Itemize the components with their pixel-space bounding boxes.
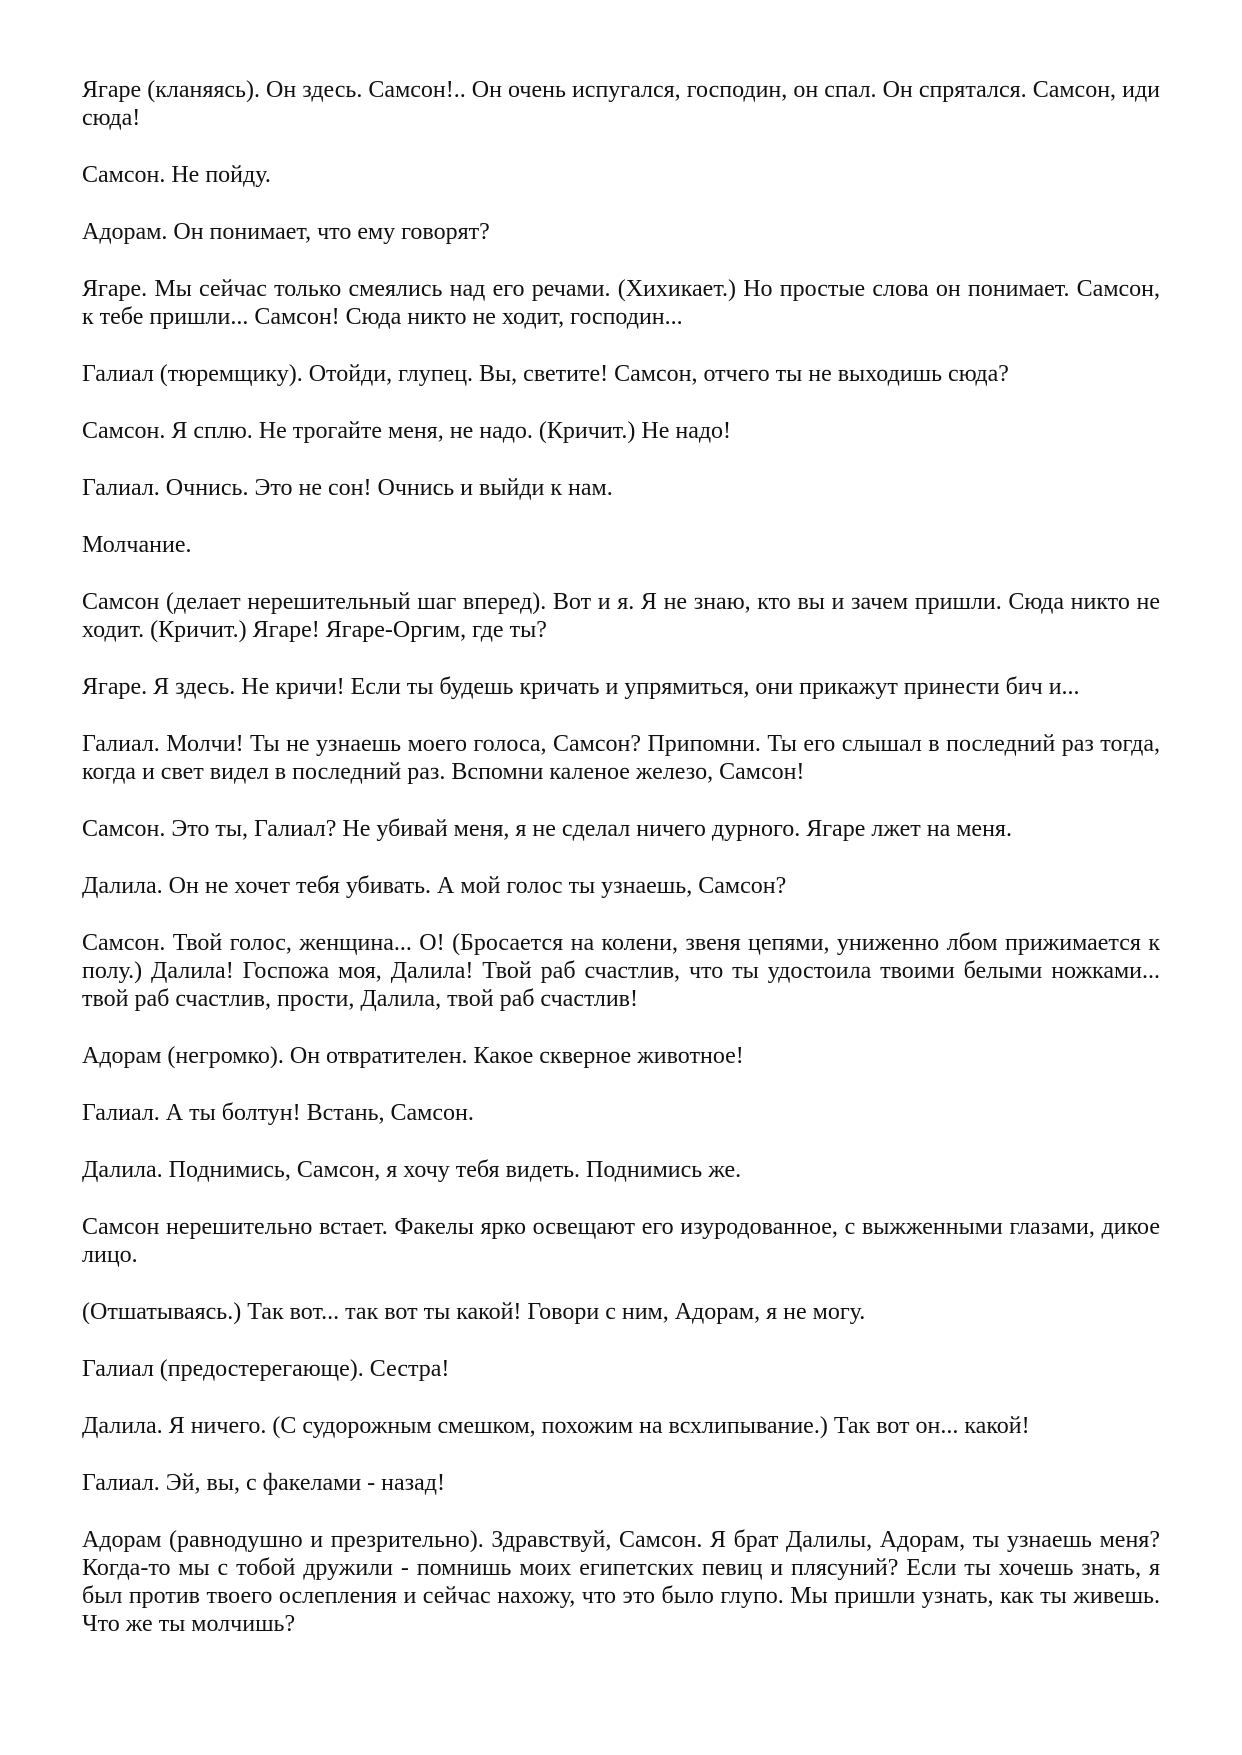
paragraph-galial-stand: Галиал. А ты болтун! Встань, Самсон. (82, 1100, 474, 1126)
paragraph-galial-voice: Галиал. Молчи! Ты не узнаешь моего голоса, Самсон? Припомни. Ты его слышал в последний раз тогда, когда и свет видел в последний раз. Вспомни каленое железо, Самсон! (82, 731, 1160, 785)
paragraph-samson-steps: Самсон (делает нерешительный шаг вперед). Вот и я. Я не знаю, кто вы и зачем пришли. Сюда никто не ходит. (Кричит.) Ягаре! Ягаре-Оргим, где ты? (82, 589, 1160, 643)
paragraph-dalila-sob: Далила. Я ничего. (С судорожным смешком, похожим на всхлипывание.) Так вот он... какой! (82, 1413, 1030, 1439)
paragraph-adoram-greets: Адорам (равнодушно и презрительно). Здравствуй, Самсон. Я брат Далилы, Адорам, ты узнаешь меня? Когда-то мы с тобой дружили - помнишь моих египетских певиц и плясуний? Если ты хочешь знать, я был против твоего ослепления и сейчас нахожу, что это было глупо. Мы пришли узнать, как ты живешь. Что же ты молчишь? (82, 1527, 1160, 1637)
paragraph-samson-fear: Самсон. Это ты, Галиал? Не убивай меня, я не сделал ничего дурного. Ягаре лжет на меня. (82, 816, 1012, 842)
paragraph-yagare-laughs: Ягаре. Мы сейчас только смеялись над его речами. (Хихикает.) Но простые слова он понимает. Самсон, к тебе пришли... Самсон! Сюда никто не ходит, господин... (82, 276, 1160, 330)
paragraph-galial-warns: Галиал (предостерегающе). Сестра! (82, 1356, 450, 1382)
paragraph-galial-torches-back: Галиал. Эй, вы, с факелами - назад! (82, 1470, 445, 1496)
paragraph-samson-refuses: Самсон. Не пойду. (82, 162, 271, 188)
paragraph-yagare-here: Ягаре. Я здесь. Не кричи! Если ты будешь кричать и упрямиться, они прикажут принести бич и... (82, 674, 1080, 700)
paragraph-dalila-voice: Далила. Он не хочет тебя убивать. А мой голос ты узнаешь, Самсон? (82, 873, 787, 899)
paragraph-samson-sleeps: Самсон. Я сплю. Не трогайте меня, не надо. (Кричит.) Не надо! (82, 418, 732, 444)
paragraph-silence: Молчание. (82, 532, 192, 558)
paragraph-adoram-asks: Адорам. Он понимает, что ему говорят? (82, 219, 490, 245)
paragraph-samson-kneels: Самсон. Твой голос, женщина... О! (Бросается на колени, звеня цепями, униженно лбом прижимается к полу.) Далила! Госпожа моя, Далила! Твой раб счастлив, что ты удостоила твоими белыми ножками... твой раб счастлив, прости, Далила, твой раб счастлив! (82, 930, 1160, 1012)
paragraph-stage-direction-torches: Самсон нерешительно встает. Факелы ярко освещают его изуродованное, с выжженными глазами, дикое лицо. (82, 1214, 1160, 1268)
document-page (82, 76, 1160, 1638)
paragraph-adoram-disgust: Адорам (негромко). Он отвратителен. Какое скверное животное! (82, 1043, 744, 1069)
paragraph-dalila-recoils: (Отшатываясь.) Так вот... так вот ты какой! Говори с ним, Адорам, я не могу. (82, 1299, 866, 1325)
paragraph-dalila-rise: Далила. Поднимись, Самсон, я хочу тебя видеть. Поднимись же. (82, 1157, 742, 1183)
paragraph-yagare-bowing: Ягаре (кланяясь). Он здесь. Самсон!.. Он очень испугался, господин, он спал. Он спрятался. Самсон, иди сюда! (82, 77, 1160, 131)
paragraph-galial-wake: Галиал. Очнись. Это не сон! Очнись и выйди к нам. (82, 475, 613, 501)
paragraph-galial-to-jailer: Галиал (тюремщику). Отойди, глупец. Вы, светите! Самсон, отчего ты не выходишь сюда? (82, 361, 1009, 387)
